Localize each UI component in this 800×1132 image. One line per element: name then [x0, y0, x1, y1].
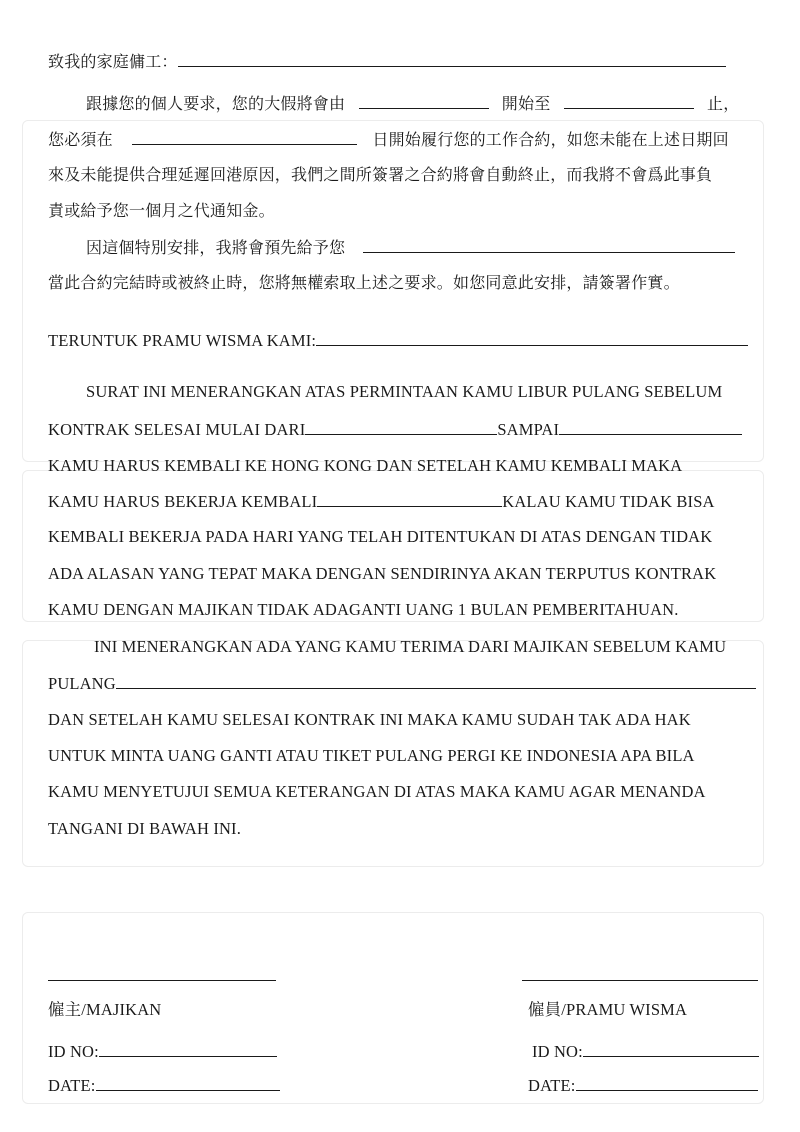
employer-id-label: ID NO:	[48, 1042, 99, 1061]
text: 因這個特別安排，我將會預先給予您	[86, 238, 346, 257]
text: KAMU MENYETUJUI SEMUA KETERANGAN DI ATAS MAKA KAMU AGAR MENANDA	[48, 782, 706, 801]
leave-end-date-field-id[interactable]	[559, 419, 742, 435]
helper-name-field-id[interactable]	[316, 330, 748, 346]
text: KEMBALI BEKERJA PADA HARI YANG TELAH DITENTUKAN DI ATAS DENGAN TIDAK	[48, 527, 713, 546]
employee-id-field[interactable]	[583, 1041, 759, 1057]
text: INI MENERANGKAN ADA YANG KAMU TERIMA DARI MAJIKAN SEBELUM KAMU	[94, 637, 727, 656]
chinese-p2-line1	[86, 237, 735, 258]
text: KALAU KAMU TIDAK BISA	[502, 492, 715, 511]
indonesian-line12	[48, 782, 706, 802]
text: DAN SETELAH KAMU SELESAI KONTRAK INI MAKA KAMU SUDAH TAK ADA HAK	[48, 710, 691, 729]
chinese-greeting-line	[48, 51, 726, 72]
indonesian-line6	[48, 564, 716, 584]
text: 跟據您的個人要求，您的大假將會由	[86, 94, 346, 113]
text: 當此合約完結時或被終止時，您將無權索取上述之要求。如您同意此安排，請簽署作實。	[48, 273, 680, 292]
leave-start-date-field-id[interactable]	[305, 419, 497, 435]
indonesian-line13	[48, 819, 241, 839]
text: PULANG	[48, 674, 116, 693]
indonesian-line7	[48, 600, 679, 620]
employee-date-line	[528, 1075, 758, 1096]
text: ADA ALASAN YANG TEPAT MAKA DENGAN SENDIRINYA AKAN TERPUTUS KONTRAK	[48, 564, 717, 583]
employer-date-field[interactable]	[96, 1075, 280, 1091]
text: 來及未能提供合理延遲回港原因，我們之間所簽署之合約將會自動終止，而我將不會爲此事負	[48, 165, 713, 184]
indonesian-line3	[48, 456, 682, 476]
helper-name-field[interactable]	[178, 51, 726, 67]
text: TANGANI DI BAWAH INI.	[48, 819, 241, 838]
indonesian-greeting-line	[48, 330, 748, 351]
employee-date-field[interactable]	[576, 1075, 758, 1091]
employee-id-line	[532, 1041, 759, 1062]
chinese-p2-line2	[48, 273, 680, 293]
text: KONTRAK SELESAI MULAI DARI	[48, 420, 306, 439]
indonesian-line1	[86, 382, 722, 402]
indonesian-line9	[48, 673, 756, 694]
employee-signature-field[interactable]	[522, 980, 758, 981]
resume-work-date-field[interactable]	[132, 129, 357, 145]
indonesian-line10	[48, 710, 691, 730]
text: 您必須在	[48, 130, 113, 149]
chinese-p1-line2	[48, 129, 729, 150]
text: UNTUK MINTA UANG GANTI ATAU TIKET PULANG PERGI KE INDONESIA APA BILA	[48, 746, 695, 765]
text: 責或給予您一個月之代通知金。	[48, 201, 275, 220]
employer-date-label: DATE:	[48, 1076, 96, 1095]
text: 止，	[707, 94, 740, 113]
employee-date-label: DATE:	[528, 1076, 576, 1095]
employer-signature-field[interactable]	[48, 980, 276, 981]
chinese-p1-line3	[48, 165, 712, 185]
employer-date-line	[48, 1075, 280, 1096]
chinese-greeting: 致我的家庭傭工：	[48, 52, 178, 71]
advance-payment-field[interactable]	[363, 237, 735, 253]
text: SAMPAI	[497, 420, 560, 439]
employer-id-field[interactable]	[99, 1041, 277, 1057]
indonesian-line4	[48, 491, 715, 512]
employer-label: 僱主/MAJIKAN	[48, 1000, 162, 1019]
text: 開始至	[501, 94, 551, 113]
employer-id-line	[48, 1041, 277, 1062]
leave-start-date-field[interactable]	[359, 93, 489, 109]
text: KAMU HARUS BEKERJA KEMBALI	[48, 492, 318, 511]
indonesian-line8	[94, 637, 726, 657]
employee-id-label: ID NO:	[532, 1042, 583, 1061]
employee-label: 僱員/PRAMU WISMA	[528, 1000, 688, 1019]
resume-work-date-field-id[interactable]	[317, 491, 502, 507]
indonesian-line5	[48, 527, 712, 547]
advance-payment-field-id[interactable]	[116, 673, 756, 689]
text: KAMU HARUS KEMBALI KE HONG KONG DAN SETELAH KAMU KEMBALI MAKA	[48, 456, 683, 475]
text: 日開始履行您的工作合約，如您未能在上述日期回	[372, 130, 729, 149]
indonesian-greeting: TERUNTUK PRAMU WISMA KAMI:	[48, 331, 317, 350]
chinese-p1-line1	[86, 93, 739, 114]
text: KAMU DENGAN MAJIKAN TIDAK ADAGANTI UANG 1 BULAN PEMBERITAHUAN.	[48, 600, 679, 619]
indonesian-line11	[48, 746, 695, 766]
leave-end-date-field[interactable]	[564, 93, 694, 109]
indonesian-line2	[48, 419, 742, 440]
text: SURAT INI MENERANGKAN ATAS PERMINTAAN KAMU LIBUR PULANG SEBELUM	[86, 382, 723, 401]
chinese-p1-line4	[48, 201, 275, 221]
